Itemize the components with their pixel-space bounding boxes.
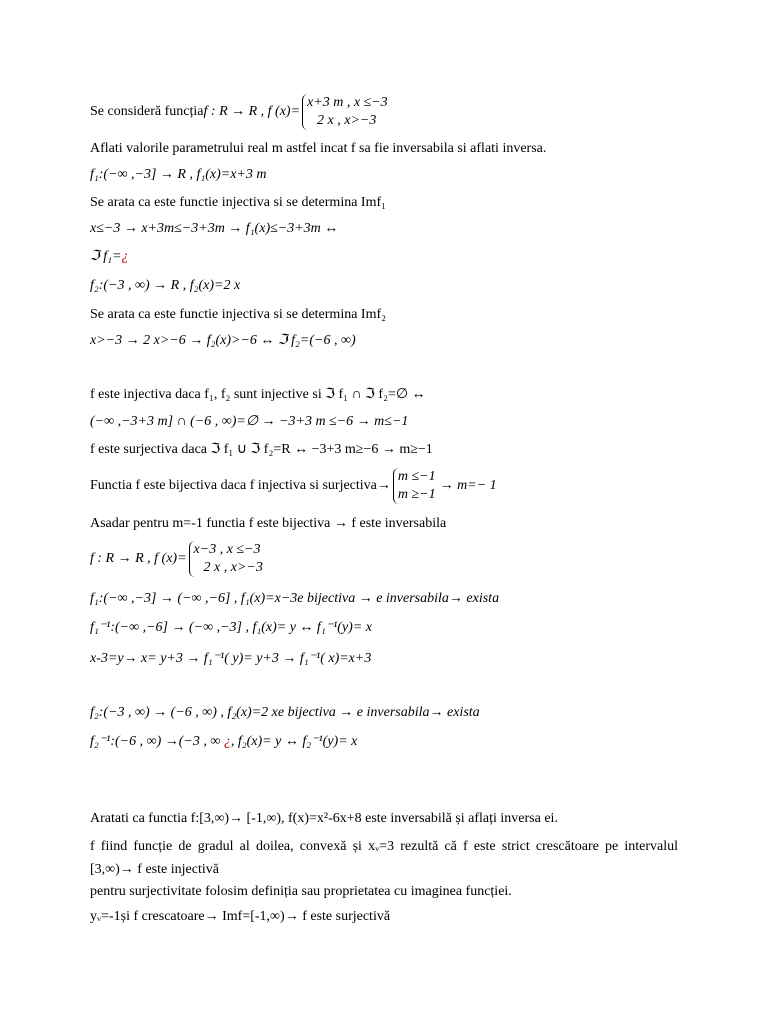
system-case-1: m ≤−1 — [397, 469, 436, 484]
case-1b: x−3 , x ≤−3 — [193, 542, 261, 557]
surjective-conclusion: yᵥ=-1și f crescatoare→ Imf=[-1,∞)→ f este surjectivă — [90, 909, 391, 924]
im-f1-line — [90, 248, 678, 266]
system-case-2: m ≥−1 — [397, 487, 436, 502]
f2-injective-text: Se arata ca este functie injectiva si se determina Imf₂ — [90, 307, 387, 322]
f2-inverse-line — [90, 733, 678, 751]
f2-inequality: x>−3 → 2 x>−6 → f₂(x)>−6 ↔ ℑ f₂=(−6 , ∞) — [90, 333, 356, 348]
missing-glyph-2: ¿ — [223, 734, 231, 749]
f2-definition: f₂:(−3 , ∞) → R , f₂(x)=2 x — [90, 278, 241, 293]
piecewise-brace — [302, 94, 388, 130]
definition-line — [90, 94, 678, 130]
im-f1: ℑ f₁= — [90, 249, 122, 264]
f1-definition: f₁:(−∞ ,−3] → R , f₁(x)=x+3 m — [90, 167, 267, 182]
f1-bijective-line: f₁:(−∞ ,−3] → (−∞ ,−6] , f₁(x)=x−3e bijectiva → e inversabila→ exista — [90, 591, 500, 606]
case-2: 2 x , x>−3 — [317, 113, 377, 128]
piecewise-brace-2 — [189, 541, 263, 577]
injective-explanation: f fiind funcție de gradul al doilea, convexă și xᵥ=3 rezultă că f este strict crescătoare pe intervalul [3,∞)→ f este injectivă — [90, 839, 678, 877]
exercise-2-statement: Aratati ca functia f:[3,∞)→ [-1,∞), f(x)=x²-6x+8 este inversabilă și aflați inversa ei. — [90, 811, 558, 826]
missing-glyph: ¿ — [121, 249, 129, 264]
bijective-line — [90, 468, 678, 504]
surjective-condition: f este surjectiva daca ℑ f₁ ∪ ℑ f₂=R ↔ −3+3 m≥−6 → m≥−1 — [90, 442, 433, 457]
conclusion-line: Asadar pentru m=-1 functia f este bijectiva → f este inversabila — [90, 516, 447, 531]
injective-condition: f este injectiva daca f₁, f₂ sunt injective si ℑ f₁ ∩ ℑ f₂=∅ ↔ — [90, 387, 426, 402]
f1-inverse-calc: x-3=y→ x= y+3 → f₁⁻¹( y)= y+3 → f₁⁻¹( x)=x+3 — [90, 651, 372, 666]
bijective-text: Functia f este bijectiva daca f injectiva si surjectiva→ — [90, 478, 391, 493]
f2-inverse-a: f₂⁻¹:(−6 , ∞) →(−3 , ∞ — [90, 734, 224, 749]
definition-text: Se consideră funcția — [90, 104, 204, 119]
f1-inverse-def: f₁⁻¹:(−∞ ,−6] → (−∞ ,−3] , f₁(x)= y ↔ f₁⁻¹(y)= x — [90, 620, 372, 635]
f2-bijective-line: f₂:(−3 , ∞) → (−6 , ∞) , f₂(x)=2 xe bijectiva → e inversabila→ exista — [90, 705, 480, 720]
system-brace — [393, 468, 436, 504]
f1-injective-text: Se arata ca este functie injectiva si se determina Imf₁ — [90, 195, 387, 210]
case-1: x+3 m , x ≤−3 — [307, 95, 388, 110]
intersection-line: (−∞ ,−3+3 m] ∩ (−6 , ∞)=∅ → −3+3 m ≤−6 → m≤−1 — [90, 414, 409, 429]
task-statement: Aflati valorile parametrului real m astfel incat f sa fie inversabila si aflati inversa. — [90, 141, 547, 156]
function-m-line — [90, 541, 678, 577]
function-m-definition: f : R → R , f (x)= — [90, 551, 187, 566]
f2-inverse-c: , f₂(x)= y ↔ f₂⁻¹(y)= x — [230, 734, 358, 749]
function-definition: f : R → R , f (x)= — [203, 104, 301, 119]
surjective-method: pentru surjectivitate folosim definiția sau proprietatea cu imaginea funcției. — [90, 884, 512, 899]
m-result: → m=− 1 — [439, 478, 497, 493]
case-2b: 2 x , x>−3 — [203, 560, 263, 575]
f1-inequality: x≤−3 → x+3m≤−3+3m → f₁(x)≤−3+3m ↔ — [90, 221, 339, 236]
